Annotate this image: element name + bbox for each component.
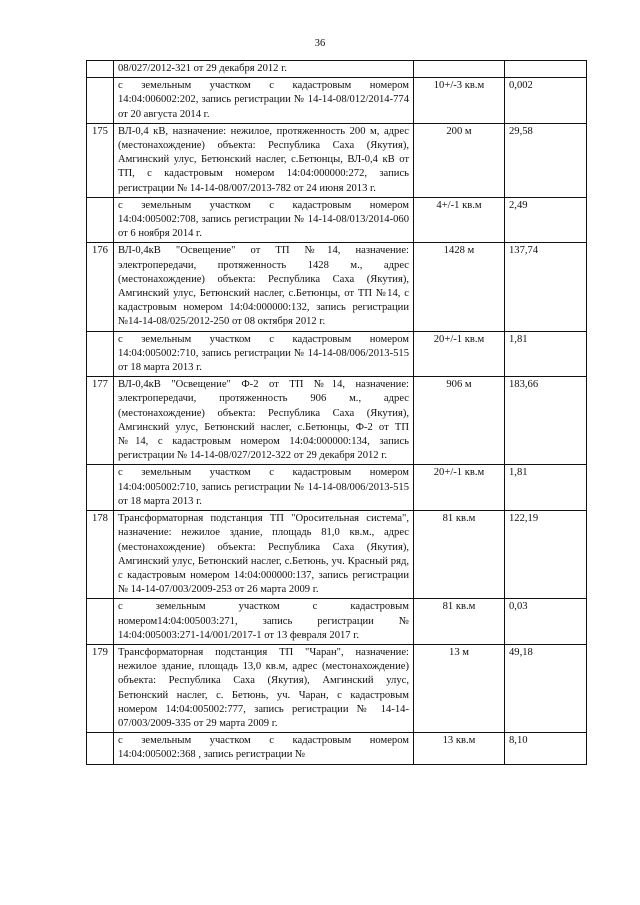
table-row (87, 331, 587, 377)
table-row (87, 733, 587, 764)
object-description: с земельным участком с кадастровым номером 14:04:005002:708, запись регистрации № 14-14-08/013/2014-060 от 6 ноября 2014 г. (114, 197, 414, 243)
object-size: 81 кв.м (414, 599, 505, 645)
object-size: 1428 м (414, 243, 505, 331)
row-number (87, 78, 114, 124)
table-row (87, 377, 587, 465)
object-value: 1,81 (505, 331, 587, 377)
table-row (87, 243, 587, 331)
table-row (87, 644, 587, 732)
object-size: 13 кв.м (414, 733, 505, 764)
page-number: 36 (314, 38, 326, 49)
row-number (87, 465, 114, 511)
object-description: ВЛ-0,4кВ "Освещение" Ф-2 от ТП №14, назначение: электропередачи, протяженность 906 м., адрес (местонахождение) объекта: Республика Саха (Якутия), Амгинский улус, Бетюнский наслег, с.Бетюнцы, Ф-2 от ТП №14, с кадастровым номером 14:04:000000:134, запись регистрации № 14-14-08/027/2012-322 от 29 декабря 2012 г. (114, 377, 414, 465)
object-size: 20+/-1 кв.м (414, 465, 505, 511)
object-description: ВЛ-0,4 кВ, назначение: нежилое, протяженность 200 м, адрес (местонахождение) объекта: Республика Саха (Якутия), Амгинский улус, Бетюнский наслег, с.Бетюнцы, ВЛ-0,4 кВ от ТП, с кадастровым номером 14:04:000000:272, запись регистрации № 14-14-08/007/2013-782 от 24 июня 2013 г. (114, 123, 414, 197)
object-value: 49,18 (505, 644, 587, 732)
object-value: 29,58 (505, 123, 587, 197)
object-description: с земельным участком с кадастровым номером 14:04:006002:202, запись регистрации № 14-14-08/012/2014-774 от 20 августа 2014 г. (114, 78, 414, 124)
object-size (414, 61, 505, 78)
row-number: 176 (87, 243, 114, 331)
object-value: 0,002 (505, 78, 587, 124)
row-number (87, 331, 114, 377)
object-description: с земельным участком с кадастровым номером 14:04:005002:368 , запись регистрации № (114, 733, 414, 764)
object-value (505, 61, 587, 78)
object-value: 1,81 (505, 465, 587, 511)
row-number (87, 197, 114, 243)
object-value: 0,03 (505, 599, 587, 645)
row-number: 175 (87, 123, 114, 197)
object-size: 200 м (414, 123, 505, 197)
table-row (87, 78, 587, 124)
object-description: 08/027/2012-321 от 29 декабря 2012 г. (114, 61, 414, 78)
table-row (87, 511, 587, 599)
registry-table-body (87, 61, 587, 765)
table-row (87, 197, 587, 243)
property-registry-table (86, 60, 587, 765)
row-number (87, 733, 114, 764)
table-row (87, 465, 587, 511)
object-size: 10+/-3 кв.м (414, 78, 505, 124)
object-description: с земельным участком с кадастровым номером 14:04:005002:710, запись регистрации № 14-14-08/006/2013-515 от 18 марта 2013 г. (114, 331, 414, 377)
object-value: 183,66 (505, 377, 587, 465)
row-number: 179 (87, 644, 114, 732)
object-description: Трансформаторная подстанция ТП "Оросительная система", назначение: нежилое здание, площадь 81,0 кв.м., адрес (местонахождение) объекта: Республика Саха (Якутия), Амгинский улус, Бетюнский наслег, с.Бетюнь, уч. Красный ряд, с кадастровым номером 14:04:000000:137, запись регистрации № 14-14-07/003/2009-253 от 26 марта 2009 г. (114, 511, 414, 599)
row-number (87, 599, 114, 645)
table-row (87, 61, 587, 78)
object-description: с земельным участком с кадастровым номером14:04:005003:271, запись регистрации № 14:04:005003:271-14/001/2017-1 от 13 февраля 2017 г. (114, 599, 414, 645)
object-size: 81 кв.м (414, 511, 505, 599)
object-value: 122,19 (505, 511, 587, 599)
object-size: 4+/-1 кв.м (414, 197, 505, 243)
row-number: 177 (87, 377, 114, 465)
object-size: 13 м (414, 644, 505, 732)
object-value: 2,49 (505, 197, 587, 243)
row-number (87, 61, 114, 78)
row-number: 178 (87, 511, 114, 599)
object-value: 8,10 (505, 733, 587, 764)
object-size: 906 м (414, 377, 505, 465)
object-value: 137,74 (505, 243, 587, 331)
object-description: Трансформаторная подстанция ТП "Чаран", назначение: нежилое здание, площадь 13,0 кв.м, адрес (местонахождение) объекта: Республика Саха (Якутия), Амгинский улус, Бетюнский наслег, с. Бетюнь, уч. Чаран, с кадастровым номером 14:04:005002:777, запись регистрации № 14-14-07/003/2009-335 от 29 марта 2009 г. (114, 644, 414, 732)
table-row (87, 599, 587, 645)
object-description: с земельным участком с кадастровым номером 14:04:005002:710, запись регистрации № 14-14-08/006/2013-515 от 18 марта 2013 г. (114, 465, 414, 511)
object-size: 20+/-1 кв.м (414, 331, 505, 377)
table-row (87, 123, 587, 197)
object-description: ВЛ-0,4кВ "Освещение" от ТП №14, назначение: электропередачи, протяженность 1428 м., адрес (местонахождение) объекта: Республика Саха (Якутия), Амгинский улус, Бетюнский наслег, с.Бетюнцы, от ТП №14, с кадастровым номером 14:04:000000:132, запись регистрации №14-14-08/025/2012-250 от 08 октября 2012 г. (114, 243, 414, 331)
